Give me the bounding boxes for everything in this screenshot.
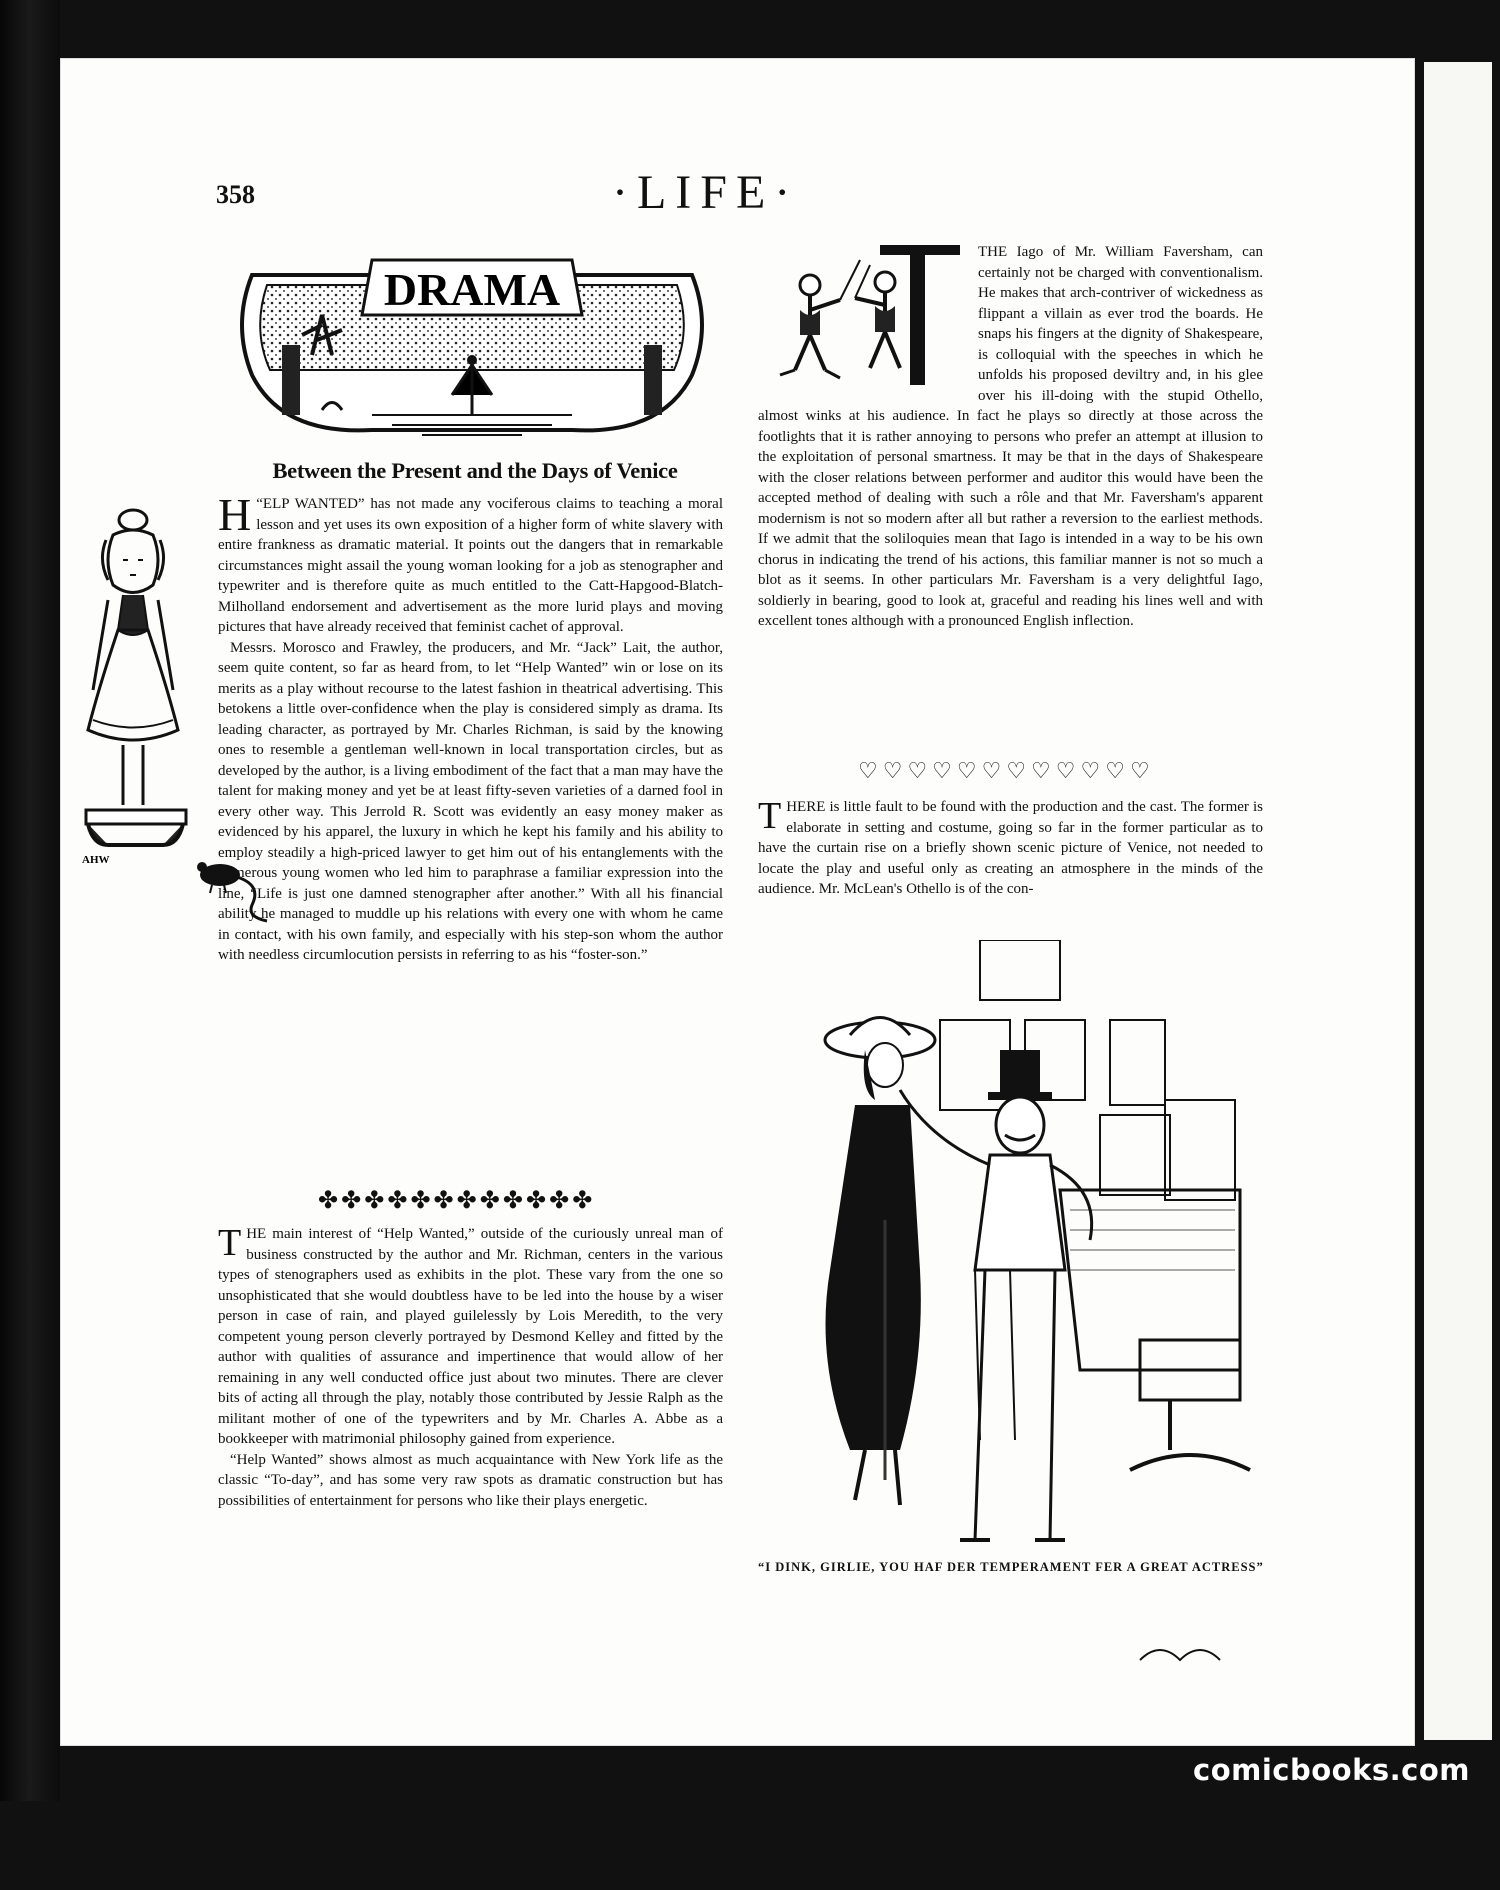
paragraph-help-wanted-intro: “ H ELP WANTED” has not made any vociferous claims to teaching a moral lesson and yet uses its own exposition of a higher form of white slavery with entire frankness as dramatic material. It points out the dangers that in remarkable circumstances might assail the young woman looking for a job as stenographer and typewriter and is therefore quite as much entitled to the Catt-Hapgood-Blatch-Milholland endorsement and advertisement as the more lurid plays and moving pictures that have already received that feminist cachet of approval. — [218, 489, 723, 635]
left-column-lower — [218, 1224, 723, 1511]
watermark: comicbooks.com — [1193, 1753, 1470, 1787]
paragraph-text: HE main interest of “Help Wanted,” outside of the curiously unreal man of business constructed by the author and Mr. Richman, centers in the various types of stenographers used as exhibits in the plot. These vary from the one so unsophisticated that she would doubtless have to be led into the house by a wiser person in case of rain, and played guilelessly by Lois Meredith, to the very competent young person cleverly portrayed by Desmond Kelley and fitted by the author with qualities of assurance and impertinence that would allow of her remaining in any well conducted office just about two minutes. There are clever bits of acting all through the play, notably those contributed by Jessie Ralph as the militant mother of one of the typewriters and by Mr. Charles A. Abbe as a bookkeeper with matrimonial philosophy gained from experience. — [218, 1226, 723, 1447]
paragraph-text: HERE is little fault to be found with the production and the cast. The former is elaborate in setting and costume, going so far in the former particular as to have the curtain rise on a briefly shown scenic picture of Venice, not needed to locate the play and useful only as creating an atmosphere in the minds of the audience. Mr. McLean's Othello is of the con- — [758, 799, 1263, 897]
ornament-divider-figures: ✤✤✤✤✤✤✤✤✤✤✤✤ — [318, 1188, 596, 1214]
cartoon-illustration — [780, 940, 1270, 1890]
illustration-spacer — [758, 242, 978, 390]
article-headline: Between the Present and the Days of Venice — [272, 458, 678, 483]
right-column — [758, 242, 1263, 632]
dropcap: T — [978, 244, 988, 260]
woman-figure-illustration — [78, 500, 198, 870]
paragraph-text: ELP WANTED” has not made any vociferous claims to teaching a moral lesson and yet uses its own exposition of a higher form of white slavery with entire frankness as dramatic material. It points out the dangers that in remarkable circumstances might assail the young woman looking for a job as stenographer and typewriter and is therefore quite as much entitled to the Catt-Hapgood-Blatch-Milholland endorsement and advertisement as the more lurid plays and moving pictures that have already received that feminist cachet of approval. — [218, 496, 723, 635]
paragraph-text: Messrs. Morosco and Frawley, the producers, and Mr. “Jack” Lait, the author, seem quite content, so far as heard from, to let “Help Wanted” win or lose on its merits as a play without recourse to the latest fashion in theatrical advertising. This betokens a little over-confidence when the play is considered simply as drama. Its leading character, as portrayed by Mr. Charles Richman, is said by the knowing ones to resemble a gentleman well-known in local transportation circles, but as developed by the author, is a living embodiment of the fact that a man may have the talent for making money and yet be at least fifty-seven varieties of a darned fool in every other way. This Jerrold R. Scott was evidently an easy money maker as evidenced by his apparel, the luxury in which he kept his family and his ability to employ steadily a high-priced lawyer to get him out of his entanglements with the numerous young women who led him to paraphrase a familiar expression into the line, “Life is just one damned stenographer after another.” With all his financial ability he managed to muddle up his relations with every one with whom he came in contact, with his own family, and especially with his step-son whom the author with needless circumlocution persists in referring to as his “foster-son.” — [218, 639, 723, 963]
drama-banner-illustration — [222, 245, 722, 455]
ornament-divider-hearts: ♡♡♡♡♡♡♡♡♡♡♡♡ — [858, 758, 1155, 783]
paragraph-text: HE Iago of Mr. William Faversham, can certainly not be charged with conventionalism. He makes that arch-contriver of wickedness as flippant a villain as ever trod the boards. He snaps his fingers at the dignity of Shakespeare, is colloquial with the speeches in which he unfolds his proposed deviltry and, in his glee over his ill-doing with the stupid Othello, almost winks at his audience. In fact he plays so directly at those across the footlights that it is rather annoying to persons who prefer an attempt at illusion to the exploitation of personal smartness. It may be that in the days of Shakespeare with the closer relations between performer and auditor this would have been the accepted method of dealing with such a rôle and that Mr. Faversham's apparent modernism is not so modern after all but rather a reversion to the earliest methods. If we admit that the soliloquies mean that Iago is intended in a way to be his own chorus in indicating the trend of his actions, this familiar manner is not so much a blot as it seems. In other particulars Mr. Faversham is a very delightful Iago, soldierly in bearing, good to look at, graceful and reading his lines well and with excellent tones although with a pronounced English inflection. — [758, 244, 1263, 629]
left-column — [218, 489, 723, 966]
dropcap: T — [218, 1222, 242, 1264]
caption-text: “I DINK, GIRLIE, YOU HAF DER TEMPERAMENT FER A GREAT ACTRESS” — [758, 1560, 1264, 1574]
paragraph-conclusion — [218, 1450, 723, 1512]
dropcap: T — [758, 795, 782, 837]
paragraph-production — [758, 797, 1263, 900]
page-number: 358 — [216, 180, 255, 209]
paragraph-stenographers — [218, 1224, 723, 1450]
drama-banner-title: DRAMA — [383, 264, 561, 315]
next-page-edge — [1424, 62, 1492, 1740]
scan-edge — [0, 0, 60, 1801]
dropcap: H — [218, 489, 252, 540]
masthead: ·LIFE· — [612, 166, 800, 219]
paragraph-producers — [218, 638, 723, 966]
paragraph-text: “Help Wanted” shows almost as much acquaintance with New York life as the classic “To-day”, and has some very raw spots as dramatic construction but has possibilities of entertainment for persons who like their plays energetic. — [218, 1451, 723, 1509]
illustrator-initials: AHW — [82, 854, 110, 866]
right-column-lower — [758, 797, 1263, 900]
